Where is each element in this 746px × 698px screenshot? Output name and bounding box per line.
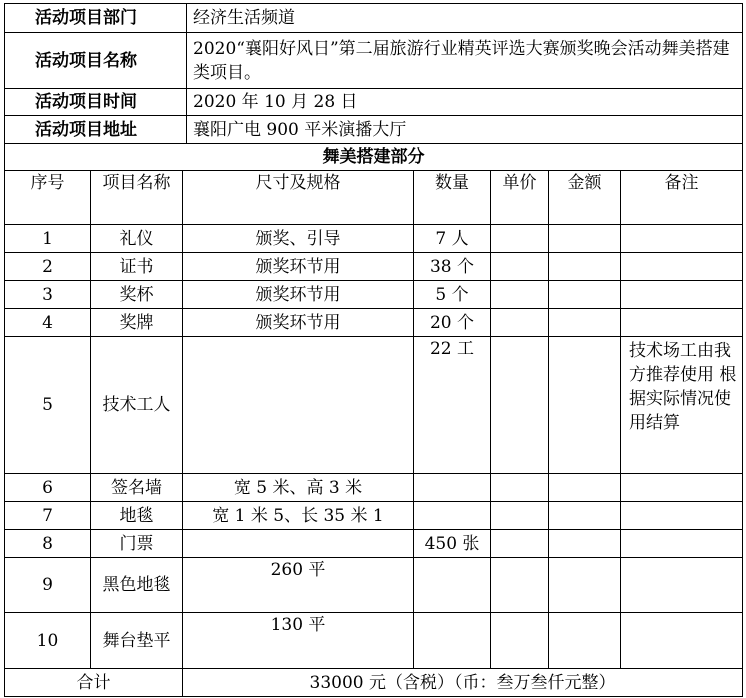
row-spec: 宽 1 米 5、长 35 米 1	[183, 502, 414, 530]
row-qty: 38 个	[414, 253, 491, 281]
total-value: 33000 元（含税）（币：叁万叁仟元整）	[183, 669, 743, 697]
row-amount	[549, 337, 621, 474]
row-price	[491, 502, 549, 530]
row-spec: 宽 5 米、高 3 米	[183, 474, 414, 502]
row-no: 6	[5, 474, 91, 502]
row-price	[491, 225, 549, 253]
table-row	[5, 558, 743, 613]
row-no: 3	[5, 281, 91, 309]
row-qty	[414, 613, 491, 669]
table-row	[5, 281, 743, 309]
row-item: 舞台垫平	[91, 613, 183, 669]
col-header-price: 单价	[491, 171, 549, 225]
stage-items-table	[4, 143, 743, 697]
row-note	[621, 281, 743, 309]
row-no: 9	[5, 558, 91, 613]
row-price	[491, 337, 549, 474]
row-spec: 颁奖环节用	[183, 253, 414, 281]
row-price	[491, 309, 549, 337]
address-label: 活动项目地址	[5, 116, 187, 144]
header-row	[5, 171, 743, 225]
section-title-row	[5, 144, 743, 171]
row-no: 1	[5, 225, 91, 253]
table-row	[5, 502, 743, 530]
col-header-item: 项目名称	[91, 171, 183, 225]
row-note: 技术场工由我方推荐使用 根据实际情况使用结算	[621, 337, 743, 474]
table-row	[5, 530, 743, 558]
total-row	[5, 669, 743, 697]
address-value: 襄阳广电 900 平米演播大厅	[187, 116, 743, 144]
row-spec: 260 平	[183, 558, 414, 613]
dept-label: 活动项目部门	[5, 4, 187, 33]
row-item: 奖牌	[91, 309, 183, 337]
row-price	[491, 613, 549, 669]
row-price	[491, 253, 549, 281]
row-note	[621, 474, 743, 502]
info-row-address	[5, 116, 743, 144]
section-title: 舞美搭建部分	[5, 144, 743, 171]
project-info-table	[4, 3, 743, 144]
row-amount	[549, 225, 621, 253]
time-value: 2020 年 10 月 28 日	[187, 89, 743, 116]
col-header-amount: 金额	[549, 171, 621, 225]
row-note	[621, 613, 743, 669]
row-no: 5	[5, 337, 91, 474]
col-header-qty: 数量	[414, 171, 491, 225]
table-row	[5, 474, 743, 502]
row-qty	[414, 558, 491, 613]
row-item: 证书	[91, 253, 183, 281]
row-qty	[414, 502, 491, 530]
row-qty	[414, 474, 491, 502]
row-note	[621, 530, 743, 558]
row-note	[621, 309, 743, 337]
row-qty: 450 张	[414, 530, 491, 558]
name-label: 活动项目名称	[5, 33, 187, 89]
row-item: 礼仪	[91, 225, 183, 253]
row-note	[621, 225, 743, 253]
row-no: 10	[5, 613, 91, 669]
row-qty: 5 个	[414, 281, 491, 309]
dept-value: 经济生活频道	[187, 4, 743, 33]
row-amount	[549, 558, 621, 613]
col-header-no: 序号	[5, 171, 91, 225]
row-price	[491, 558, 549, 613]
row-item: 奖杯	[91, 281, 183, 309]
name-value: 2020“襄阳好风日”第二届旅游行业精英评选大赛颁奖晚会活动舞美搭建类项目。	[187, 33, 743, 89]
row-qty: 20 个	[414, 309, 491, 337]
row-no: 4	[5, 309, 91, 337]
row-note	[621, 502, 743, 530]
row-qty: 22 工	[414, 337, 491, 474]
row-spec: 颁奖、引导	[183, 225, 414, 253]
row-no: 8	[5, 530, 91, 558]
col-header-spec: 尺寸及规格	[183, 171, 414, 225]
row-spec: 颁奖环节用	[183, 281, 414, 309]
row-item: 门票	[91, 530, 183, 558]
row-note	[621, 253, 743, 281]
row-note	[621, 558, 743, 613]
info-row-name	[5, 33, 743, 89]
col-header-note: 备注	[621, 171, 743, 225]
row-price	[491, 474, 549, 502]
row-amount	[549, 253, 621, 281]
row-item: 技术工人	[91, 337, 183, 474]
row-amount	[549, 530, 621, 558]
info-row-time	[5, 89, 743, 116]
row-no: 7	[5, 502, 91, 530]
row-amount	[549, 502, 621, 530]
row-amount	[549, 474, 621, 502]
row-item: 地毯	[91, 502, 183, 530]
row-spec	[183, 337, 414, 474]
row-amount	[549, 613, 621, 669]
row-item: 黑色地毯	[91, 558, 183, 613]
table-row	[5, 337, 743, 474]
table-row	[5, 225, 743, 253]
total-label: 合计	[5, 669, 183, 697]
time-label: 活动项目时间	[5, 89, 187, 116]
row-qty: 7 人	[414, 225, 491, 253]
row-price	[491, 281, 549, 309]
row-amount	[549, 281, 621, 309]
table-row	[5, 253, 743, 281]
row-price	[491, 530, 549, 558]
table-row	[5, 309, 743, 337]
row-spec: 130 平	[183, 613, 414, 669]
table-row	[5, 613, 743, 669]
row-item: 签名墙	[91, 474, 183, 502]
row-amount	[549, 309, 621, 337]
info-row-dept	[5, 4, 743, 33]
row-spec	[183, 530, 414, 558]
row-spec: 颁奖环节用	[183, 309, 414, 337]
row-no: 2	[5, 253, 91, 281]
